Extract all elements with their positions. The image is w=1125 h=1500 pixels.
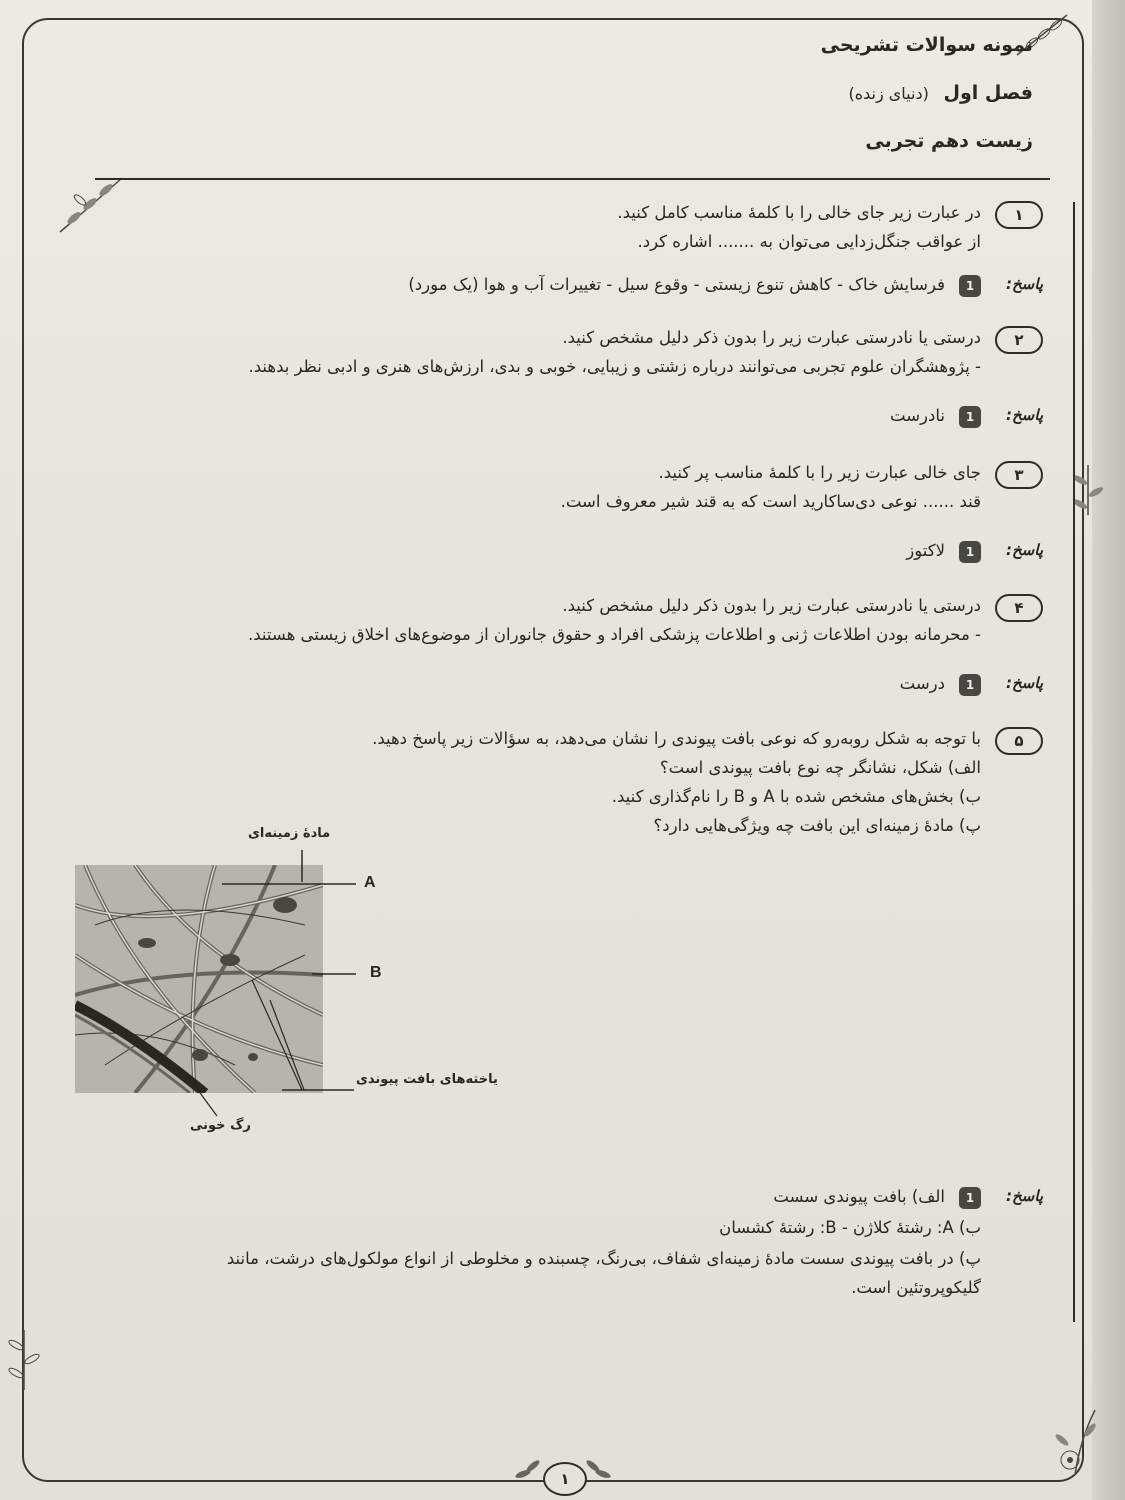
answer-label: پاسخ: [1006, 674, 1043, 692]
answer-4 [103, 669, 1043, 698]
answer-text: فرسایش خاک - کاهش تنوع زیستی - وقوع سیل - تغییرات آب و هوا (یک مورد) [408, 275, 945, 294]
score-badge: 1 [959, 541, 981, 563]
answer-part-a: الف) بافت پیوندی سست [773, 1187, 945, 1206]
question-text: با توجه به شکل روبه‌رو که نوعی بافت پیوندی را نشان می‌دهد، به سؤالات زیر پاسخ دهید. [372, 729, 981, 748]
answer-label: پاسخ: [1006, 275, 1043, 293]
question-part-c: پ) مادهٔ زمینه‌ای این بافت چه ویژگی‌هایی دارد؟ [653, 816, 981, 835]
label-blood-vessel: رگ خونی [190, 1118, 251, 1133]
subject-title: زیست دهم تجربی [865, 130, 1033, 152]
question-4 [103, 591, 1043, 649]
answer-label: پاسخ: [1006, 406, 1043, 424]
answer-label: پاسخ: [1006, 541, 1043, 559]
score-badge: 1 [959, 1187, 981, 1209]
answer-part-c: پ) در بافت پیوندی سست مادهٔ زمینه‌ای شفاف، بی‌رنگ، چسبنده و مخلوطی از انواع مولکول‌های درشت، مانند [226, 1249, 981, 1268]
answer-5 [103, 1182, 1043, 1302]
question-text: قند ...... نوعی دی‌ساکارید است که به قند شیر معروف است. [560, 492, 981, 511]
question-text: درستی یا نادرستی عبارت زیر را بدون ذکر دلیل مشخص کنید. [562, 596, 981, 615]
question-text: - پژوهشگران علوم تجربی می‌توانند درباره زشتی و زیبایی، خوبی و بدی، ارزش‌های هنری و ادبی نظر بدهند. [248, 357, 981, 376]
question-number: ۲ [995, 326, 1043, 354]
question-part-b: ب) بخش‌های مشخص شده با A و B را نام‌گذاری کنید. [611, 787, 981, 806]
question-number: ۳ [995, 461, 1043, 489]
answer-part-b: ب) A: رشتهٔ کلاژن - B: رشتهٔ کشسان [719, 1218, 981, 1237]
answer-text: نادرست [890, 406, 945, 425]
question-text: جای خالی عبارت زیر را با کلمهٔ مناسب پر کنید. [658, 463, 981, 482]
page-number: ۱ [543, 1462, 587, 1496]
score-badge: 1 [959, 674, 981, 696]
answer-text: درست [899, 674, 945, 693]
score-badge: 1 [959, 275, 981, 297]
question-2 [103, 323, 1043, 381]
leaf-ornament-icon [6, 1325, 42, 1395]
question-text: درستی یا نادرستی عبارت زیر را بدون ذکر دلیل مشخص کنید. [562, 328, 981, 347]
answer-3 [103, 536, 1043, 565]
figure-leader-lines [72, 820, 502, 1150]
answer-2 [103, 401, 1043, 430]
answer-text: لاکتوز [906, 541, 945, 560]
question-number: ۵ [995, 727, 1043, 755]
flower-ornament-icon [1040, 1400, 1110, 1480]
label-a: A [364, 874, 376, 891]
page-header [433, 34, 1033, 152]
worksheet-title: نمونه سوالات تشریحی [820, 34, 1033, 56]
question-text: - محرمانه بودن اطلاعات ژنی و اطلاعات پزشکی افراد و حقوق جانوران از موضوع‌های اخلاق زیستی هستند. [248, 625, 981, 644]
label-connective-cells: یاخته‌های بافت پیوندی [356, 1072, 498, 1087]
score-badge: 1 [959, 406, 981, 428]
side-divider [1073, 202, 1075, 1322]
question-number: ۱ [995, 201, 1043, 229]
question-text: از عواقب جنگل‌زدایی می‌توان به ....... اشاره کرد. [637, 232, 981, 251]
answer-label: پاسخ: [1006, 1187, 1043, 1205]
question-part-a: الف) شکل، نشانگر چه نوع بافت پیوندی است؟ [659, 758, 981, 777]
binder-edge [1092, 0, 1125, 1500]
answer-part-c-cont: گلیکوپروتئین است. [851, 1278, 981, 1297]
question-3 [103, 458, 1043, 516]
question-text: در عبارت زیر جای خالی را با کلمهٔ مناسب کامل کنید. [617, 203, 981, 222]
label-b: B [370, 964, 382, 981]
connective-tissue-figure [72, 820, 502, 1150]
label-ground-substance: مادهٔ زمینه‌ای [248, 826, 331, 841]
chapter-subtitle: (دنیای زنده) [848, 84, 929, 103]
chapter-title [433, 82, 1033, 104]
answer-1 [103, 270, 1043, 299]
header-divider [95, 178, 1050, 180]
chapter-label: فصل اول [943, 82, 1033, 104]
question-1 [103, 198, 1043, 256]
question-number: ۴ [995, 594, 1043, 622]
